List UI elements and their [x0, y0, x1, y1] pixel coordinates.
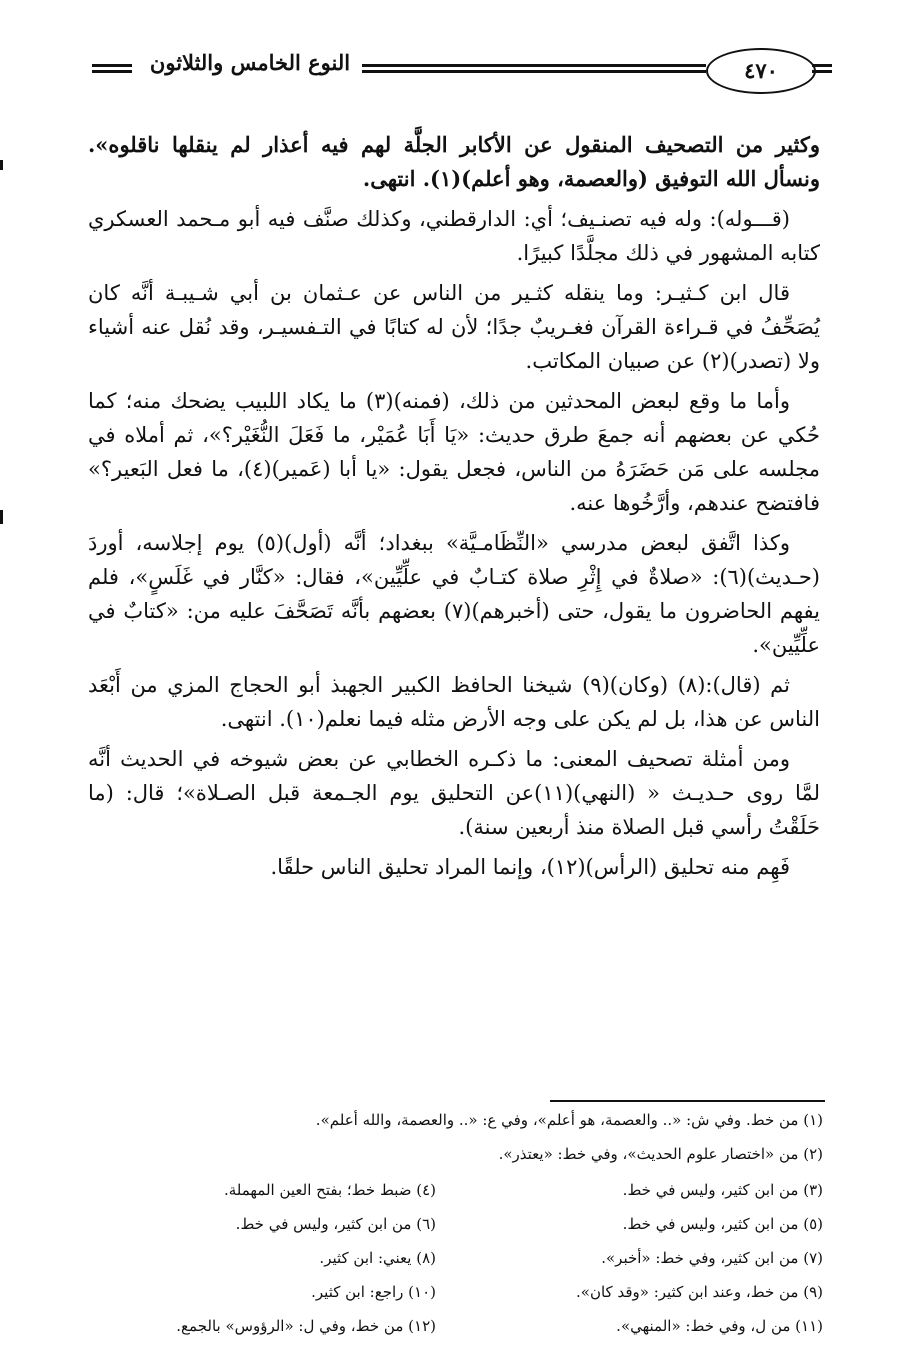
paragraph: وأما ما وقع لبعض المحدثين من ذلك، (فمنه)(٣) ما يكاد اللبيب يضحك منه؛ كما حُكي عن بعضهم أنه جمعَ طرق حديث: «يَا أَبَا عُمَيْر، ما فَعَلَ النُّغَيْر؟»، ثم أملاه في مجلسه على مَن حَضَرَهُ من الناس، فجعل يقول: «يا أبا (عَمير)(٤)، ما فعل البَعير؟» فافتضح عندهم، وأرَّخُوها عنه.	[88, 389, 820, 515]
footnote: (٣) من ابن كثير، وليس في خط.	[622, 1181, 823, 1199]
footnote: (١١) من ل، وفي خط: «المنهي».	[616, 1317, 823, 1335]
header-rule-right	[812, 64, 832, 73]
paragraph: فَهِم منه تحليق (الرأس)(١٢)، وإنما المراد تحليق الناس حلقًا.	[270, 855, 790, 879]
footnote: (٩) من خط، وعند ابن كثير: «وقد كان».	[576, 1283, 823, 1301]
footnote: (٤) ضبط خط؛ بفتح العين المهملة.	[223, 1181, 436, 1199]
page-number: ٤٧٠	[706, 48, 816, 94]
paragraph: وكثير من التصحيف المنقول عن الأكابر الجلَّة لهم فيه أعذار لم ينقلها ناقلوه». ونسأل الله التوفيق (والعصمة، وهو أعلم)(١). انتهى.	[88, 132, 820, 191]
footnote: (٥) من ابن كثير، وليس في خط.	[622, 1215, 823, 1233]
paragraph: ثم (قال):(٨) (وكان)(٩) شيخنا الحافظ الكبير الجهبذ أبو الحجاج المزي من أَبْعَد الناس عن هذا، بل لم يكن على وجه الأرض مثله فيما نعلم(١٠). انتهى.	[88, 673, 820, 731]
header-rule-left	[92, 64, 132, 73]
paragraph: ومن أمثلة تصحيف المعنى: ما ذكـره الخطابي عن بعض شيوخه في الحديث أنَّه لمَّا روى حـديـث « (النهي)(١١)عن التحليق يوم الجـمعة قبل الصـلاة»؛ قال: (ما حَلَقْتُ رأسي قبل الصلاة منذ أربعين سنة).	[88, 747, 820, 839]
footnote-separator	[550, 1100, 825, 1102]
header-rule-middle	[362, 64, 706, 73]
main-text	[88, 128, 820, 890]
footnote: (٦) من ابن كثير، وليس في خط.	[235, 1215, 436, 1233]
paragraph: وكذا اتَّفق لبعض مدرسي «النِّظَامـيَّة» ببغداد؛ أنَّه (أول)(٥) يوم إجلاسه، أوردَ (حـديث)(٦): «صلاةٌ في إِثْرِ صلاة كتـابٌ في علِّيِّين»، فقال: «كنَّار في غَلَسٍ»، فلم يفهم الحاضرون ما يقول، حتى (أخبرهم)(٧) بعضهم بأنَّه تَصَحَّفَ عليه من: «كتابٌ في علِّيِّين».	[88, 531, 821, 657]
paragraph: قال ابن كـثيـر: وما ينقله كثـير من الناس عن عـثمان بن أبي شـيبـة أنَّه كان يُصَحِّفُ في قـراءة القرآن فغـريبٌ جدًا؛ لأن له كتابًا في التـفسيـر، وقد نُقل عنه أشياء ولا (تصدر)(٢) عن صبيان المكاتب.	[88, 281, 820, 373]
scan-mark	[0, 160, 3, 170]
footnote: (٧) من ابن كثير، وفي خط: «أخبر».	[601, 1249, 823, 1267]
footnote: (٢) من «اختصار علوم الحديث»، وفي خط: «يعتذر».	[498, 1145, 823, 1163]
footnote: (١) من خط. وفي ش: «.. والعصمة، هو أعلم»، وفي ع: «.. والعصمة، والله أعلم».	[315, 1111, 823, 1129]
footnote: (٨) يعني: ابن كثير.	[319, 1249, 436, 1267]
scan-mark	[0, 510, 3, 524]
chapter-title: النوع الخامس والثلاثون	[149, 50, 351, 75]
footnote: (١٢) من خط، وفي ل: «الرؤوس» بالجمع.	[176, 1317, 436, 1335]
paragraph: (قـــوله): وله فيه تصنـيف؛ أي: الدارقطني، وكذلك صنَّف فيه أبو مـحمد العسكري كتابه المشهور في ذلك مجلَّدًا كبيرًا.	[88, 207, 820, 265]
footnote: (١٠) راجع: ابن كثير.	[311, 1283, 436, 1301]
